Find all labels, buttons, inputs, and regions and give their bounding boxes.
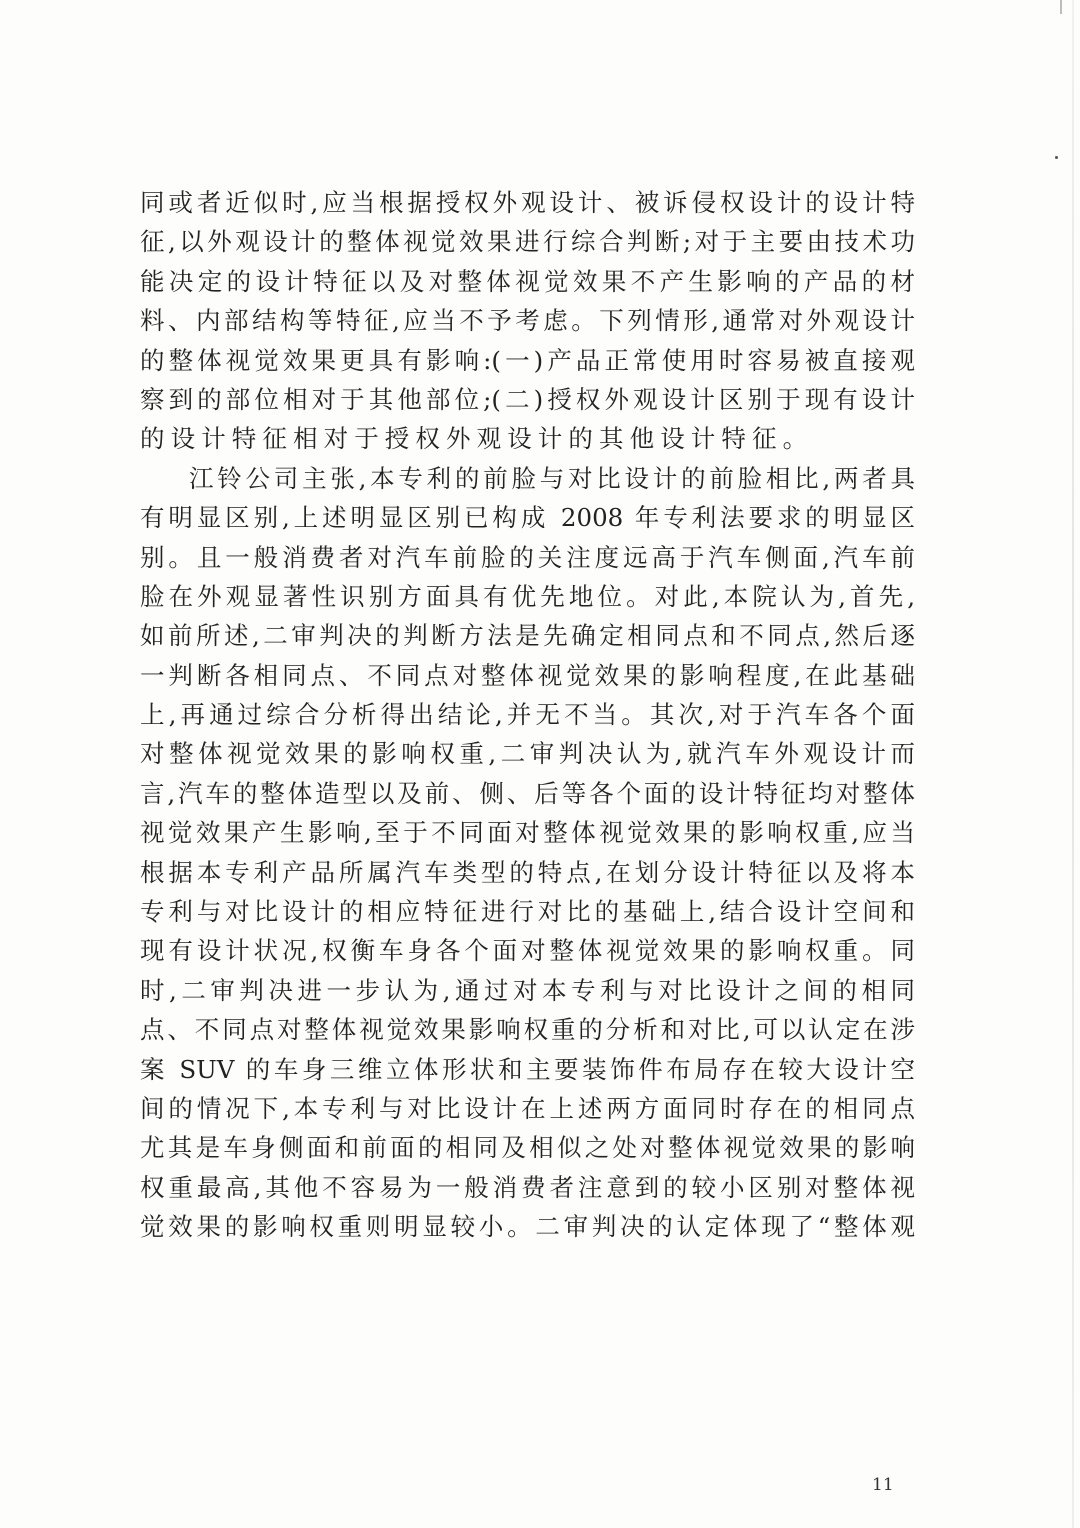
text-line: 间的情况下,本专利与对比设计在上述两方面同时存在的相同点 (140, 1093, 915, 1123)
text-line: 的设计特征相对于授权外观设计的其他设计特征。 (140, 424, 814, 454)
body-text (140, 183, 915, 1247)
text-line: 视觉效果产生影响,至于不同面对整体视觉效果的影响权重,应当 (140, 818, 915, 848)
text-line: 尤其是车身侧面和前面的相同及相似之处对整体视觉效果的影响 (140, 1133, 915, 1163)
scan-speck (1055, 156, 1058, 159)
text-line: 别。且一般消费者对汽车前脸的关注度远高于汽车侧面,汽车前 (140, 542, 915, 572)
text-line: 言,汽车的整体造型以及前、侧、后等各个面的设计特征均对整体 (140, 778, 915, 808)
text-line: 料、内部结构等特征,应当不予考虑。下列情形,通常对外观设计 (140, 306, 915, 336)
text-line: 征,以外观设计的整体视觉效果进行综合判断;对于主要由技术功 (140, 227, 915, 257)
text-line: 能决定的设计特征以及对整体视觉效果不产生影响的产品的材 (140, 266, 915, 296)
text-line: 察到的部位相对于其他部位;(二)授权外观设计区别于现有设计 (140, 384, 915, 414)
text-line: 对整体视觉效果的影响权重,二审判决认为,就汽车外观设计而 (140, 739, 915, 769)
text-line: 有明显区别,上述明显区别已构成 2008 年专利法要求的明显区 (140, 503, 915, 533)
text-line: 上,再通过综合分析得出结论,并无不当。其次,对于汽车各个面 (140, 700, 915, 730)
text-line: 专利与对比设计的相应特征进行对比的基础上,结合设计空间和 (140, 897, 915, 927)
text-line: 的整体视觉效果更具有影响:(一)产品正常使用时容易被直接观 (140, 345, 915, 375)
scan-edge (1072, 0, 1074, 1528)
text-line: 权重最高,其他不容易为一般消费者注意到的较小区别对整体视 (140, 1172, 915, 1202)
text-line: 现有设计状况,权衡车身各个面对整体视觉效果的影响权重。同 (140, 936, 915, 966)
text-line: 江铃公司主张,本专利的前脸与对比设计的前脸相比,两者具 (189, 463, 915, 493)
text-line: 脸在外观显著性识别方面具有优先地位。对此,本院认为,首先, (140, 581, 915, 611)
text-line: 案 SUV 的车身三维立体形状和主要装饰件布局存在较大设计空 (140, 1054, 915, 1084)
text-line: 点、不同点对整体视觉效果影响权重的分析和对比,可以认定在涉 (140, 1015, 915, 1045)
text-line: 如前所述,二审判决的判断方法是先确定相同点和不同点,然后逐 (140, 621, 915, 651)
text-line: 觉效果的影响权重则明显较小。二审判决的认定体现了“整体观 (140, 1212, 915, 1242)
scan-mark (1060, 0, 1062, 14)
page-number: 11 (872, 1475, 894, 1495)
text-line: 同或者近似时,应当根据授权外观设计、被诉侵权设计的设计特 (140, 188, 915, 217)
text-line: 时,二审判决进一步认为,通过对本专利与对比设计之间的相同 (140, 975, 915, 1005)
text-line: 一判断各相同点、不同点对整体视觉效果的影响程度,在此基础 (140, 660, 915, 690)
text-line: 根据本专利产品所属汽车类型的特点,在划分设计特征以及将本 (140, 857, 915, 887)
